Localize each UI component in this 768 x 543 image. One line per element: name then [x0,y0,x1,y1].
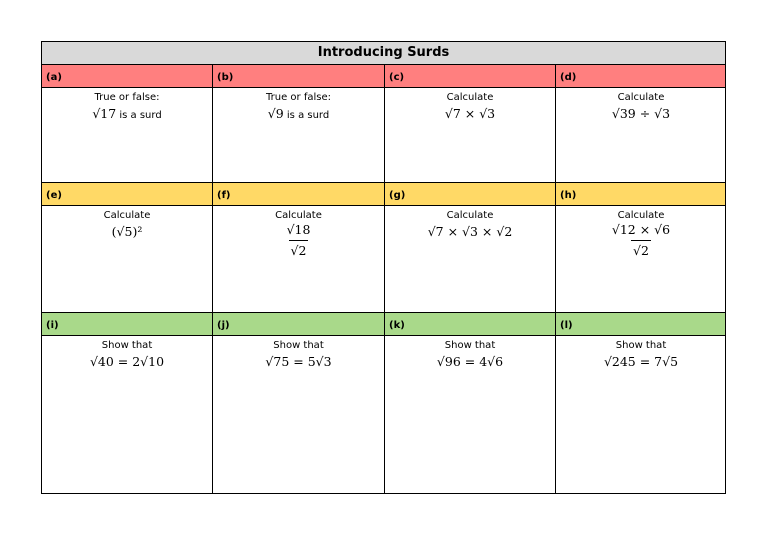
row-header-1 [42,64,725,88]
question-expression: √9 is a surd [267,106,330,121]
question-expression: √245 = 7√5 [603,354,679,369]
question-instruction: Calculate [103,210,151,221]
fraction-numerator: √18 [286,222,311,237]
row-header-3 [42,312,725,336]
question-expression: √96 = 4√6 [436,354,504,369]
fraction [610,222,672,259]
question-cell [42,88,212,124]
question-label: (l) [560,320,573,331]
question-instruction: Calculate [617,210,665,221]
question-cell [213,88,384,124]
fraction-denominator: √2 [289,240,309,259]
question-instruction: Calculate [275,210,322,221]
question-label: (e) [46,190,62,201]
question-instruction: Show that [101,340,153,351]
question-cell [213,336,384,370]
question-cell [385,336,555,370]
question-label: (i) [46,320,59,331]
question-instruction: Show that [615,340,667,351]
question-expression: √39 ÷ √3 [611,106,671,121]
question-cell [556,336,726,370]
question-cell [556,206,726,259]
question-instruction: True or false: [94,92,160,103]
question-instruction: Show that [444,340,496,351]
question-label: (a) [46,72,62,83]
question-label: (c) [389,72,405,83]
question-instruction: Calculate [446,210,494,221]
question-cell [385,88,555,122]
question-expression: √40 = 2√10 [89,354,165,369]
question-instruction: True or false: [266,92,331,103]
question-expression: √7 × √3 [444,106,496,121]
question-label: (g) [389,190,406,201]
question-instruction: Show that [273,340,324,351]
question-cell [556,88,726,122]
question-expression: (√5)² [111,224,143,239]
question-expression: √17 is a surd [92,106,162,121]
question-label: (f) [217,190,231,201]
question-instruction: Calculate [446,92,494,103]
row-header-2 [42,182,725,206]
worksheet [41,41,726,494]
question-label: (h) [560,190,577,201]
row-body-1 [42,88,725,182]
fraction-denominator: √2 [631,240,651,259]
question-cell [42,206,212,240]
question-label: (d) [560,72,577,83]
question-cell [213,206,384,259]
question-label: (k) [389,320,405,331]
question-expression: √75 = 5√3 [265,354,332,369]
question-label: (b) [217,72,234,83]
row-body-3 [42,336,725,493]
question-label: (j) [217,320,230,331]
question-expression: √7 × √3 × √2 [427,224,513,239]
question-cell [385,206,555,240]
question-instruction: Calculate [617,92,665,103]
row-body-2 [42,206,725,312]
worksheet-title: Introducing Surds [42,42,725,65]
question-cell [42,336,212,370]
fraction-numerator: √12 × √6 [611,222,671,237]
fraction [285,222,313,259]
